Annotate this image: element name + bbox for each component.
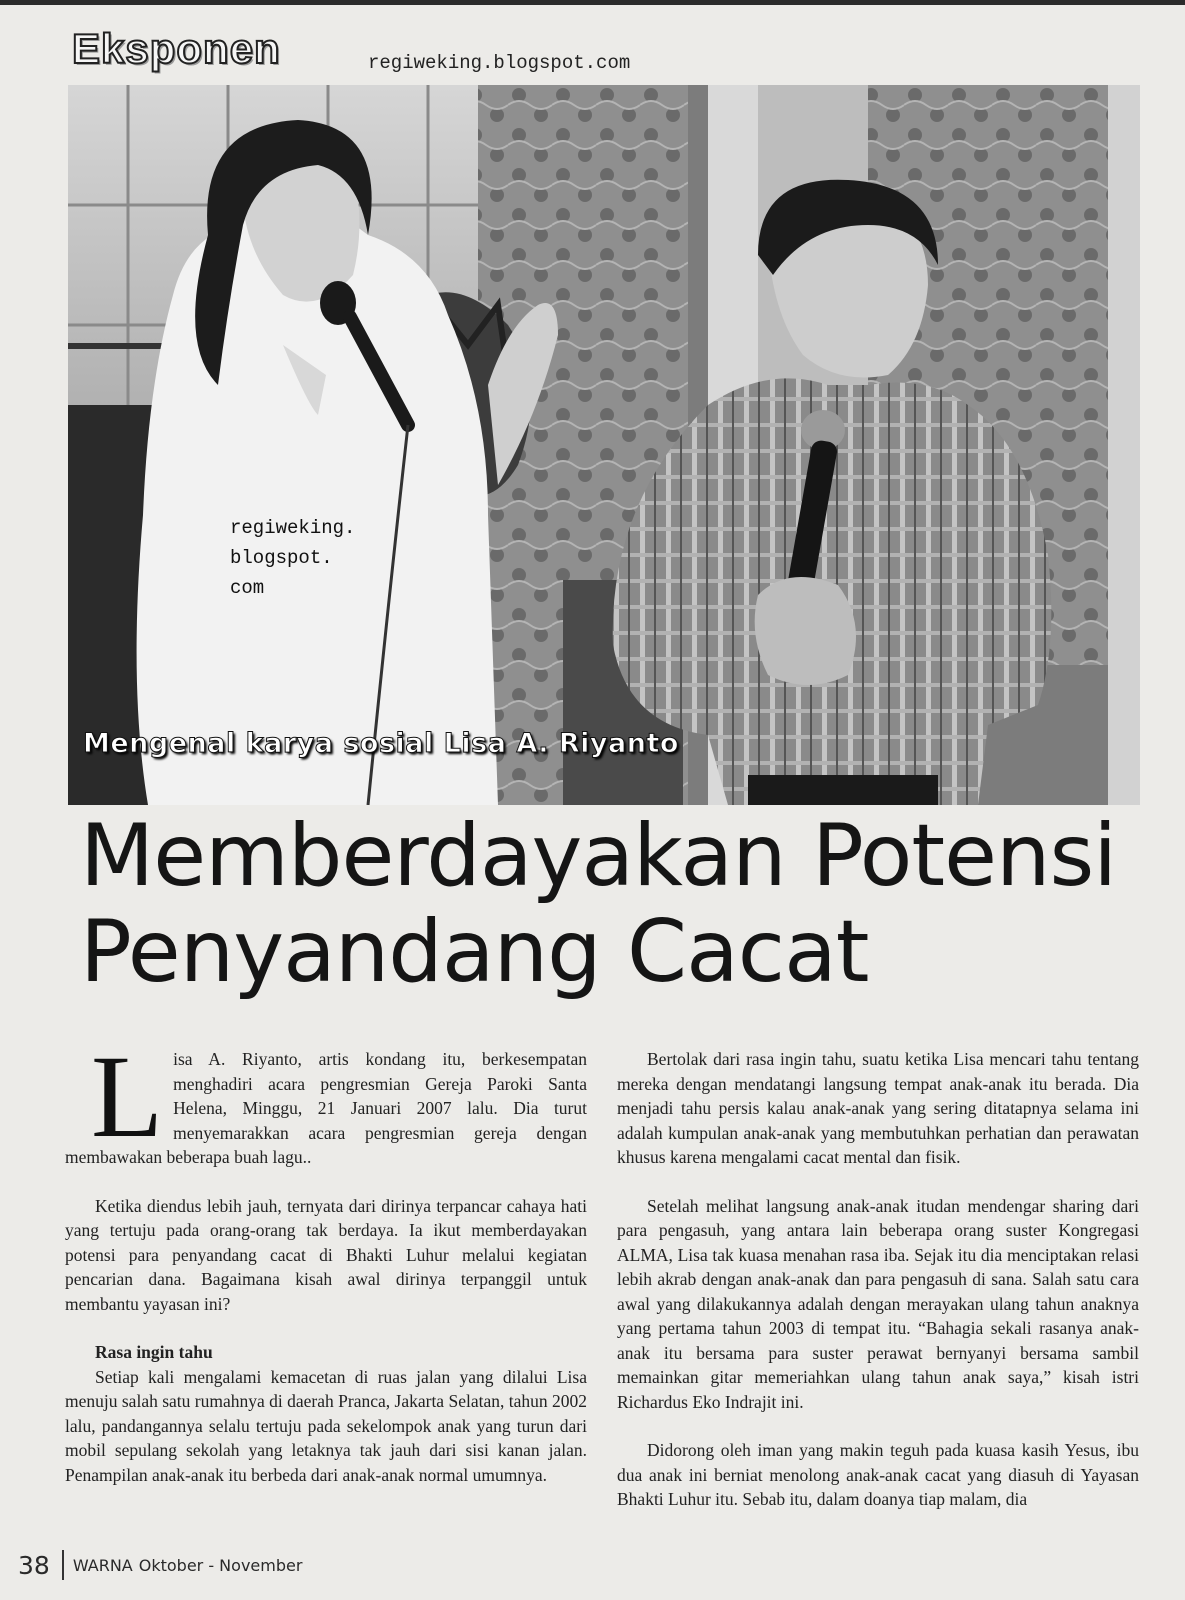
intro-text: isa A. Riyanto, artis kondang itu, berkesempatan menghadiri acara pengresmian Gereja Paroki Santa Helena, Minggu, 21 Januari 2007 lalu. Dia turut menyemarakkan acara pengresmian gereja dengan membawakan beberapa buah lagu.. [65,1049,587,1167]
photo-illustration [68,85,1140,805]
body-paragraph: Bertolak dari rasa ingin tahu, suatu ketika Lisa mencari tahu tentang mereka dengan mendatangi langsung tempat anak-anak itu berada. Dia menjadi tahu persis kalau anak-anak yang sering ditatapnya selama ini adalah kumpulan anak-anak yang membutuhkan perhatian dan perawatan khusus karena mengalami cacat mental dan fisik. [617,1049,1139,1167]
body-paragraph: Setiap kali mengalami kemacetan di ruas jalan yang dilalui Lisa menuju salah satu rumahnya di daerah Pranca, Jakarta Selatan, tahun 2002 lalu, pandangannya selalu tertuju pada sekelompok anak yang turun dari mobil sepulang sekolah yang letaknya tak jauh dari sisi kanan jalan. Penampilan anak-anak itu berbeda dari anak-anak normal umumnya. [65,1366,587,1485]
article-headline [80,808,1160,1000]
watermark-photo-line: regiweking. [230,517,356,539]
body-paragraph: Setelah melihat langsung anak-anak itudan mendengar sharing dari para pengasuh, yang antara lain beberapa orang suster Kongregasi ALMA, Lisa tak kuasa menahan rasa iba. Sejak itu dia menciptakan relasi lebih akrab dengan anak-anak dan para pengasuh di sana. Salah satu cara awal yang dilakukannya adalah dengan merayakan ulang tahun anaknya yang pertama tahun 2003 di tempat itu. “Bahagia sekali rasanya anak-anak itu bersama para suster perawat bernyanyi bersama sambil memainkan gitar memeriahkan ulang tahun anak saya,” kisah istri Richardus Eko Indrajit ini. [617,1195,1139,1412]
drop-cap: L [91,1031,164,1162]
page-footer [18,1550,302,1580]
article-photo [68,85,1140,805]
watermark-top: regiweking.blogspot.com [368,52,631,74]
section-label: Eksponen [72,25,281,72]
watermark-photo-line: blogspot. [230,547,333,569]
photo-caption: Mengenal karya sosial Lisa A. Riyanto [83,728,679,759]
headline-line-1: Memberdayakan Potensi [80,806,1117,906]
watermark-photo [230,513,390,603]
headline-line-2: Penyandang Cacat [80,902,869,1002]
article-column-right [617,1047,1139,1512]
body-paragraph: Didorong oleh iman yang makin teguh pada kuasa kasih Yesus, ibu dua anak ini berniat menolong anak-anak cacat yang diasuh di Yayasan Bhakti Luhur itu. Sebab itu, dalam doanya tiap malam, dia [617,1440,1139,1509]
footer-divider [62,1550,64,1580]
watermark-photo-line: com [230,577,265,599]
magazine-name: WARNA [72,1555,133,1575]
body-paragraph: Ketika diendus lebih jauh, ternyata dari dirinya terpancar cahaya hati yang tertuju pada orang-orang tak berdaya. Ia ikut memberdayakan potensi para penyandang cacat di Bhakti Luhur melalui kegiatan pencarian dana. Bagaimana kisah awal dirinya terpanggil untuk membantu yayasan ini? [65,1195,587,1314]
article-column-left [65,1031,587,1487]
top-border [0,0,1185,5]
page-number: 38 [18,1550,50,1580]
subheading: Rasa ingin tahu [95,1342,213,1362]
issue-date: Oktober - November [138,1555,303,1575]
intro-paragraph [65,1031,587,1170]
